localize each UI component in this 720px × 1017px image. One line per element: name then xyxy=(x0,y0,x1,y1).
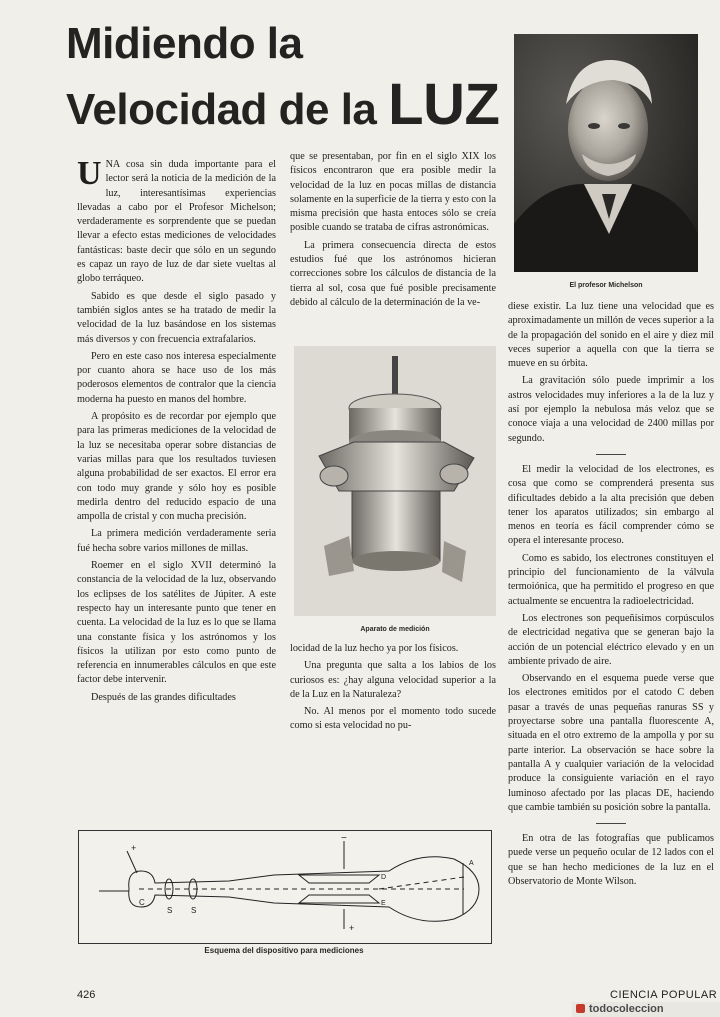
section-separator xyxy=(596,823,626,824)
schema-label-c: C xyxy=(139,898,145,907)
title-luz: LUZ xyxy=(388,72,500,137)
schema-label-e: E xyxy=(381,900,386,907)
col1-paragraph-0-text: NA cosa sin duda importante para el lector será la noticia de la medición de la luz, interesantísimas experiencias llevadas a cabo por el Profesor Michelson; verdaderamente es sorprendente que se puedan llevar a efecto estas mediciones de velocidades fantásticas: baste decir que sólo en un segundo es capaz un rayo de luz de dar siete vueltas al globo terráqueo. xyxy=(77,159,276,285)
article-title xyxy=(66,19,506,137)
col3-paragraph: Como es sabido, los electrones constituyen el principio del funcionamiento de la válvula termoiónica, que ha permitido el progreso en que actualmente se encuentra la radioelectricidad. xyxy=(508,552,714,607)
watermark-logo-icon xyxy=(576,1004,585,1013)
col3-paragraph: Los electrones son pequeñísimos corpúsculos de electricidad negativa que se generan bajo la acción de un potencial eléctrico elevado y en un ambiente privado de aire. xyxy=(508,612,714,667)
magazine-name: CIENCIA POPULAR xyxy=(610,989,718,1001)
col3-paragraph: diese existir. La luz tiene una velocidad que es aproximadamente un millón de veces superior a la de la propagación del sonido en el aire y diez mil veces superior a aquella con que la tierra se mueve en su órbita. xyxy=(508,301,714,370)
col1-paragraph: Después de las grandes dificultades xyxy=(91,691,236,703)
col3-paragraph: En otra de las fotografías que publicamos puede verse un pequeño ocular de 12 lados con el que se han hecho mediciones de la luz en el Observatorio de Monte Wilson. xyxy=(508,833,714,887)
photo-caption: El profesor Michelson xyxy=(569,282,643,289)
col2-paragraph: La primera consecuencia directa de estos estudios fué que los astrónomos hicieran correcciones sobre los cálculos de distancia de la tierra al sol, cosa que fué posible precisamente debido al cálculo de la determinación de la ve- xyxy=(290,239,496,308)
schema-label-plus-left: + xyxy=(131,843,137,853)
col3-paragraph: Observando en el esquema puede verse que los electrones emitidos por el catodo C deben pasar a través de unas pequeñas ranuras SS y proyectarse sobre una pantalla fluorescente A, situada en el otro extremo de la ampolla y por su parte interior. La observación se hace sobre la pantalla A y cualquier variación de la velocidad produce la consiguiente variación en el rayo luminoso afectado por las placas DE, haciendo que cambie también su posición sobre la pantalla. xyxy=(508,673,714,813)
device-illustration xyxy=(294,346,496,616)
device-caption: Aparato de medición xyxy=(360,626,430,633)
watermark-text: todocoleccion xyxy=(589,1003,664,1015)
michelson-portrait-photo xyxy=(514,34,698,272)
schema-label-d: D xyxy=(381,874,387,881)
section-separator xyxy=(596,454,626,455)
watermark xyxy=(572,1002,720,1017)
col1-paragraph-0 xyxy=(77,155,276,287)
title-line-2-prefix: Velocidad de la xyxy=(66,85,389,134)
schema-label-s2: S xyxy=(191,906,197,915)
col2-paragraph: locidad de la luz hecho ya por los físicos. xyxy=(290,643,459,654)
schematic-drawing xyxy=(79,831,491,943)
col2-paragraph: Una pregunta que salta a los labios de los curiosos es: ¿hay alguna velocidad superior a la de la Luz en la Naturaleza? xyxy=(290,660,496,700)
schema-caption: Esquema del dispositivo para mediciones xyxy=(204,946,364,955)
col3-paragraph: El medir la velocidad de los electrones, es cosa que como se comprenderá presenta sus dificultades debido a la alta precisión que deben tener los aparatos utilizados; sin embargo al menos en teoría es fácil comprender cómo se opera el interesante proceso. xyxy=(508,463,714,547)
title-line-2 xyxy=(66,72,506,137)
col1-paragraph: Pero en este caso nos interesa especialmente por cuanto ahora se hace uso de los más poderosos elementos de contralor que la ciencia moderna ha puesto en manos del hombre. xyxy=(77,350,276,405)
col1-paragraph: Sabido es que desde el siglo pasado y también siglos antes se ha tratado de medir la velocidad de la luz basándose en los sistemas más diversos y con frecuencia extrafalarios. xyxy=(77,290,276,345)
measuring-device-photo xyxy=(294,346,496,616)
schema-label-minus-top: − xyxy=(341,833,347,844)
col1-paragraph: La primera medición verdaderamente seria fué hecha sobre varios millones de millas. xyxy=(77,528,276,554)
col2-paragraph: No. Al menos por el momento todo sucede como si esta velocidad no pu- xyxy=(290,706,496,732)
col1-paragraph: A propósito es de recordar por ejemplo que para las primeras mediciones de la velocidad de la luz se necesitaba operar sobre distancias de varias millas para que los resultados tuviesen alguna probabilidad de ser exactos. El error era con todo muy grande y sólo hoy es posible medirla dentro del reducido espacio de una ampolla de cristal y con mucha precisión. xyxy=(77,411,276,523)
column-1 xyxy=(77,155,276,705)
device-schematic xyxy=(78,830,492,944)
column-2-bottom xyxy=(290,642,496,734)
column-3 xyxy=(508,300,714,889)
page-number: 426 xyxy=(77,989,96,1001)
col3-paragraph: La gravitación sólo puede imprimir a los astros velocidades muy inferiores a la de la luz y así por ejemplo la nebulosa más veloz que se conoce viaja a una velocidad de 2400 millas por segundo. xyxy=(508,375,714,444)
col2-paragraph: que se presentaban, por fin en el siglo XIX los físicos encontraron que era posible medir la velocidad de la luz en pocas millas de distancia solamente en la superficie de la tierra y esto con la misma precisión que hasta entoces sólo se creía posible cuando se trataba de cifras astronómicas. xyxy=(290,151,496,234)
portrait-illustration xyxy=(514,34,698,272)
schema-label-s1: S xyxy=(167,906,173,915)
col1-paragraph: Roemer en el siglo XVII determinó la constancia de la velocidad de la luz, observando los eclipses de los satélites de Júpiter. A este respecto hay un interesante punto que tener en cuenta. La velocidad de la luz es lo que se llama una constante física y los astrónomos y los físicos la utilizan por esto como punto de referencia en innumerables cálculos en que este factor debe intervenir. xyxy=(77,560,276,686)
column-2-top xyxy=(290,150,496,310)
drop-cap: U xyxy=(77,155,102,192)
schema-label-a: A xyxy=(469,860,474,867)
schema-label-plus-bottom: + xyxy=(349,923,355,933)
title-line-1: Midiendo la xyxy=(66,19,303,68)
